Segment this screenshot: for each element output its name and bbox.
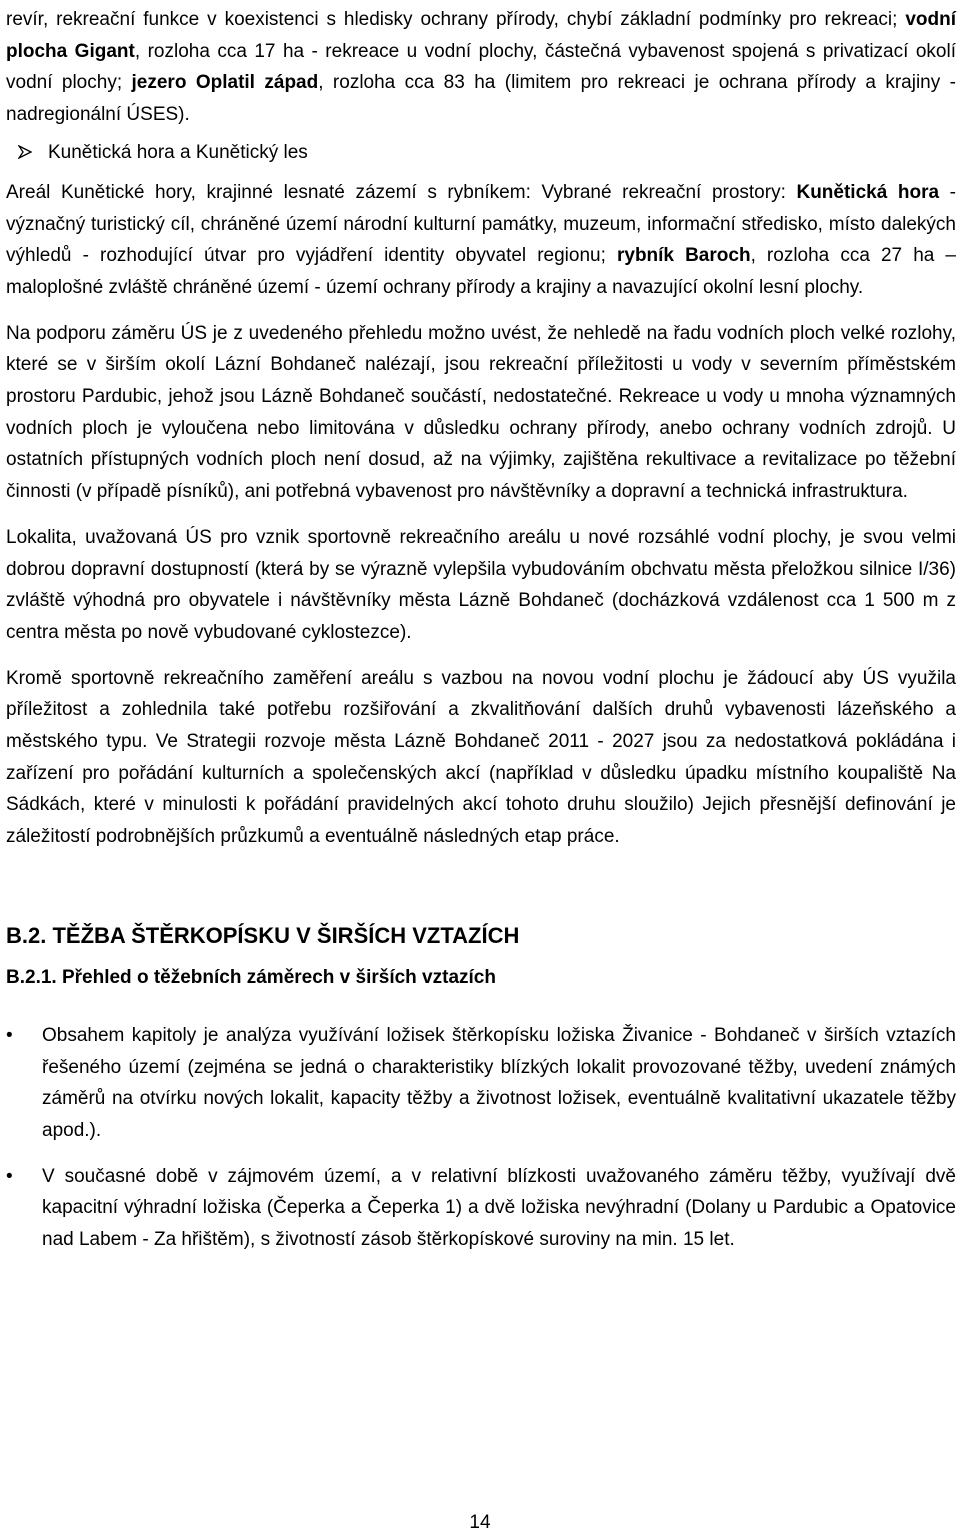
arrow-bullet-icon [18,145,48,159]
bold-term-baroch: rybník Baroch [616,245,751,267]
bullet-list [6,1020,956,1256]
paragraph-locality: Lokalita, uvažovaná ÚS pro vznik sportovně rekreačního areálu u nové rozsáhlé vodní plochy, je svou velmi dobrou dopravní dostupností (která by se výrazně vylepšila vybudováním obchvatu města přeložkou silnice I/36) zvláště výhodná pro obyvatele i návštěvníky města Lázně Bohdaneč (docházková vzdálenost cca 1 500 m z centra města po nově vybudované cyklostezce). [6,526,956,643]
paragraph-water-areas [6,4,956,131]
text-run: revír, rekreační funkce v koexistenci s hledisky ochrany přírody, chybí základní podmínky pro rekreaci; [6,9,906,30]
subheading-kuneticka [18,137,956,168]
bullet-dot-icon: • [6,1165,13,1187]
page-number: 14 [469,1512,491,1533]
subheading-text: Kunětická hora a Kunětický les [48,141,308,163]
bold-term-oplatil: jezero Oplatil západ [131,72,319,94]
text-run: , rozloha cca 83 ha (limitem pro rekreaci je ochrana přírody a krajiny - nadregionální ÚSES). [6,72,956,126]
paragraph-amenities: Kromě sportovně rekreačního zaměření areálu s vazbou na novou vodní plochu je žádoucí aby ÚS využila příležitost a zohlednila také potřebu rozšiřování a zkvalitňování dalších druhů vybavenosti lázeňského a městského typu. Ve Strategii rozvoje města Lázně Bohdaneč 2011 - 2027 jsou za nedostatková pokládána i zařízení pro pořádání kulturních a společenských akcí (například v důsledku úpadku místního koupaliště Na Sádkách, které v minulosti k pořádání pravidelných akcí tohoto druhu sloužilo) Jejich přesnější definování je záležitostí podrobnějších průzkumů a eventuálně následných etap práce. [6,667,956,848]
text-run: Areál Kunětické hory, krajinné lesnaté zázemí s rybníkem: Vybrané rekreační prostory: [6,181,797,203]
text-run: - význačný turistický cíl, chráněné území národní kulturní památky, muzeum, informační středisko, místo dalekých výhledů - rozhodující útvar pro vyjádření identity obyvatel regionu; [6,181,956,267]
list-item [6,1020,956,1147]
text-run: , rozloha cca 17 ha - rekreace u vodní plochy, částečná vybavenost spojená s privatizací okolí vodní plochy; [6,40,956,94]
text-run: , rozloha cca 27 ha – maloplošné zvláště chráněné území - území ochrany přírody a krajiny a navazující okolní lesní plochy. [6,245,956,298]
subsection-heading: B.2.1. Přehled o těžebních záměrech v širších vztazích [6,966,496,988]
list-item-text: V současné době v zájmovém území, a v relativní blízkosti uvažovaného záměru těžby, využívají dvě kapacitní výhradní ložiska (Čeperka a Čeperka 1) a dvě ložiska nevýhradní (Dolany u Pardubic a Opatovice nad Labem - Za hřištěm), s životností zásob štěrkopískové suroviny na min. 15 let. [42,1165,956,1251]
section-heading: B.2. TĚŽBA ŠTĚRKOPÍSKU V ŠIRŠÍCH VZTAZÍCH [6,922,520,948]
paragraph-support: Na podporu záměru ÚS je z uvedeného přehledu možno uvést, že nehledě na řadu vodních ploch velké rozlohy, které se v širším okolí Lázní Bohdaneč nalézají, jsou rekreační příležitosti u vody v severním příměstském prostoru Pardubic, jehož jsou Lázně Bohdaneč součástí, nedostatečné. Rekreace u vody u mnoha významných vodních ploch je vyloučena nebo limitována v důsledku ochrany přírody, anebo ochrany vodních zdrojů. U ostatních přístupných vodních ploch není dosud, až na výjimky, zajištěna rekultivace a revitalizace po těžební činnosti (v případě písníků), ani potřebná vybavenost pro návštěvníky a dopravní a technická infrastruktura. [6,322,956,503]
list-item-text: Obsahem kapitoly je analýza využívání ložisek štěrkopísku ložiska Živanice - Bohdaneč v širších vztazích řešeného území (zejména se jedná o charakteristiky blízkých lokalit provozované těžby, uvedení známých záměrů na otvírku nových lokalit, kapacity těžby a životnost ložisek, eventuálně kvalitativní ukazatele těžby apod.). [42,1024,956,1141]
list-item [6,1161,956,1256]
paragraph-kuneticka [6,177,956,304]
bold-term-kuneticka-hora: Kunětická hora [796,181,940,203]
bullet-dot-icon: • [6,1024,13,1046]
bold-term-gigant: vodní plocha Gigant [6,9,956,62]
document-page [6,4,956,1256]
